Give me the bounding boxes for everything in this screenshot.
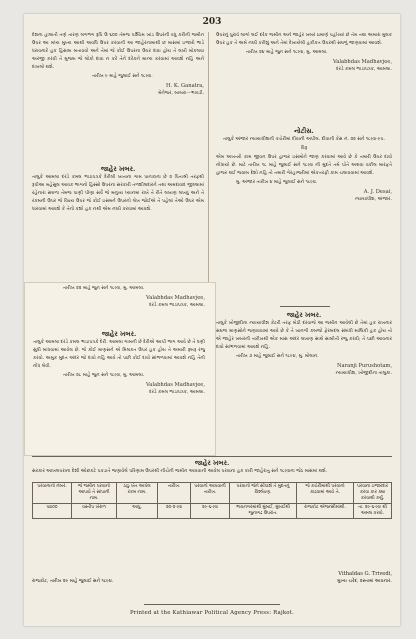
right-notice-1-body: ઉપરનું પુરાવે લાગો લઈ દરેક જમીન અને જાહેર ખબર પ્રમાણે પહોંચ્યાં છે તેમ તથા અમારા મુલક ઉપર હક તે અમે નક્કી કરીશું અને તેમાં દેખાયેલી હકીકત ઉપરથી સઘળું જાણવામાં આવશે. [216, 33, 392, 46]
right-notice-2-date: મુ. અંજાર તારીખ ૪ માહે જુલાઈ સને ૧૮૯૪. [236, 180, 318, 185]
right-notice-1-date: તારીખ ૨૪ માહે જુન સને ૧૮૯૪, મુ. આમલા. [246, 50, 328, 55]
right-notice-2-intro: તાલુકે અંજાર ન્યાયાધીશની કચેરીમાં દીવાની અપીલ. દીવાની કેસ નં. ૨૨ સને ૧૮૯૪-૯૫. [222, 137, 386, 142]
left-notice-3-title: દરડે કમલ ભાડાપત્રક, આમલા. [149, 390, 205, 395]
right-notice-3-body: તાલુકે ખોજીદીના ન્યાયાધીશ કેટરી તરફ બેઠી દરવાજે આ જમીન આવેલી છે તેમાં હક રાખનાર સઘળા માણસોને જણાવવામાં આવે છે કે તે ખાનગી કબજો ફેરબદલ સંબંધી માલિકી હક હોય તો એ જાહેર ખબરની તારીખથી એક માસ અંદર લખાણ સાથે સાબીતી રજુ કરવી; તે પછી આવનાર દાવો સાંભળવામાં આવશે નહિ. [216, 321, 392, 350]
right-notice-1-title: દરડે કમલ ભાડાપત્રક, આમલા. [336, 67, 392, 72]
right-notice-2-body: એમ અખતરો કામ જીવન ઉપર હાજર ઇસમોને જાણ કરવામાં આવે છે કે તમારી ઉપર દાવો નોંધાયો છે. માટે તારીખ ૧૮ માહે જુલાઈ સને ૧૮૯૪ ની મુદતે તમે પોતે અથવા વકીલ મારફતે હાજર થઈ જવાબ દેશો નહિ તો તમારી ગેરહાજરીમાં એકતરફી કામ ચલાવવામાં આવશે. [216, 155, 392, 176]
table-row [33, 504, 392, 519]
left-notice-2-date: તારીખ ૨૨ માહે જુન સને ૧૮૯૪, મુ. આમલા. [63, 286, 145, 291]
left-notice-2-footer [33, 285, 205, 315]
left-notice-3-heading: જાહેર ખબર. [101, 330, 137, 338]
right-notice-2-title: ન્યાયાધીશ, અંજાર. [355, 197, 392, 202]
bottom-notice-signature: Vithaldas G. Trivedi, [338, 571, 392, 577]
gazette-page [24, 14, 400, 626]
table-header: ઠાઠુ ખેત આપેલ રકમ નામ. [117, 483, 158, 504]
left-notice-3-date: તારીખ ૨૮ માહે જુન સને ૧૮૯૪, મુ. આમલા. [63, 373, 145, 378]
left-notice-3-signature: Valabhdas Madhavjee, [146, 382, 205, 388]
bottom-notice-footer-line [32, 578, 392, 586]
right-notice-3-title: ન્યાયાધીશ, ખોજીદીના તાલુકા. [335, 371, 392, 376]
bottom-separator [32, 456, 392, 457]
right-separator [280, 306, 330, 307]
bottom-notice-date: રાજકોટ, તારીખ ૨૯ માહે જુલાઈ સને ૧૮૯૪. [32, 579, 114, 584]
left-notice-2-signature: Valabhdas Madhavjee, [146, 295, 205, 301]
bottom-notice-title: મુખ્ય ચરેદ, ૨સ્તામાં આવનાર. [337, 579, 392, 584]
left-notice-1-date: તારીખ ૯ માહે જુલાઈ સને ૧૮૯૪. [92, 74, 153, 79]
left-notice-2 [32, 164, 204, 280]
table-header: પરવાનાનો નંબર. [33, 483, 72, 504]
bottom-notice-heading: જાહેર ખબર. [194, 459, 230, 467]
left-notice-2-body: તાલુકે આમલા દરડે કમલ ભાડાપત્રકે દેરીલી ખાતાના ગામ પાનકાના છે ૨ પિતાશ્રી તરફથી રૂપીઆ મહેસુલ આવક ભાગનો હિસ્સો ઉપરના સરકારી તળશીલદારને તથા અમદાવાદ જીલ્લામાં રહેનારા સઘળા તેમજ પાણી પીણા સર્વે જે મનુષ્ય ધ્યાનમાં રાખે તે રીતે લખાણ લખવું અને તે રકમની ઉપર જે વિષય ઉપર જે કોઈ ઇસમને ઉપરનો લેખ જોઈએ તે પહેલાં તેઓ ઉપર એમ ધારવામાં આવશે કે તેનો કશો હક નથી એમ નક્કી કરવામાં આવશે. [32, 175, 204, 212]
right-notice-2-signature: A. J. Desai, [363, 189, 392, 195]
right-notice-3-heading: જાહેર ખબર. [286, 311, 322, 319]
pasted-slip [24, 282, 216, 456]
table-cell: ૫૪૦૦ [33, 504, 72, 519]
left-notice-3 [33, 329, 205, 453]
table-header: પરવાના ઇજારદાર કરવા કાર ક્યા કરવાથી કર્યુ. [354, 483, 392, 504]
right-notice-3-signature: Naranji Purushotam, [337, 363, 392, 369]
table-header: જે જમીન પરવાનો આપવો તે સાંપાની નામ. [72, 483, 117, 504]
right-notice-1-signature: Valabhdas Madhavjee, [333, 59, 392, 65]
page-number: 203 [202, 17, 222, 27]
table-cell: વસ્તીપ ખેરાળ [72, 504, 117, 519]
table-cell: આપુ. [117, 504, 158, 519]
right-notice-3-date: તારીખ ૭ માહે જુલાઈ સને ૧૮૯૪, મુ. મોલાન. [236, 354, 319, 359]
bottom-notice-header [32, 458, 392, 482]
table-header: પરવાનો જેને સોંપાશે તે મુદતનું વિશ્લેષણ. [230, 483, 297, 504]
table-cell: તા. ૨૯-૬-૯૪ થી અમલ કરવો. [354, 504, 392, 519]
right-notice-1 [216, 32, 392, 124]
bottom-notice-footer [32, 570, 392, 586]
left-notice-1-signature: H. K. Ganatra, [166, 83, 204, 89]
left-notice-1 [32, 32, 204, 180]
license-table [32, 482, 392, 519]
table-cell: ભાવનગરમાંથી મુંબઈ, મુંબઈથી જુનાગઢ ઉપરાંત. [230, 504, 297, 519]
left-notice-2-heading: જાહેર ખબર. [100, 165, 136, 173]
table-header: પરવાનો આપવાની તારીખ. [191, 483, 230, 504]
press-line: Printed at the Kathiawar Political Agency Press: Rajkot. [129, 610, 295, 616]
table-header: તારીખ. [158, 483, 191, 504]
right-notice-2-heading: નોટીસ. [294, 127, 314, 135]
left-notice-3-body: તાલુકે આમલા દરડે કમલ ભાડાપત્રકે દેરી. આમલા ગામની છે દેરીએ આપી ભાગ આવે છે તે ધણી સુધી બાંધવામાં આવેલ છે. જે કોઈ માણસને એ મિલકત ઉપર હક હોય તે અમારી રૂબરૂ રજુ કરવો. અમુક મુદત અંદર જો દાવો નહિ આવે તો પછી કોઈ દાવો સાંભળવામાં આવશે નહિ તેની નોંધ લેવી. [33, 340, 205, 369]
table-header: જે કચેરીમાંથી પરવાનો કાઢવામાં આવે તે. [297, 483, 354, 504]
table-cell: ૨૯-૬-૯૪ [191, 504, 230, 519]
bottom-notice-intro: સરકાર આખલપરાના દેશી ઓછકટે પકડાતે જણાવેલે પરિણામ ઉપરથી નીચેની જમીન આવવાની આવેલ પરવાના હક કારી જાહેરાતુ સને ૧૮૯૪ના જેઠ માસમાં થશે. [32, 469, 328, 474]
left-notice-1-title: મેનેજર, બાબરા—ભાવડી. [158, 91, 204, 96]
right-notice-3 [216, 310, 392, 454]
right-notice-2-versus: વિરૂ [300, 146, 308, 151]
right-notice-2 [216, 126, 392, 302]
table-header-row [33, 483, 392, 504]
left-notice-1-body: દેશના હાલાતી તણે તારણ લગભગ રૂપિ ઉ ૬૦૦ તેમજ પશ્ચિમ ખાંડ ઉપરની વધુ કરીની જમીન ઉપર આ મધ્ય મુખ્ય આથી અવધિ ઉપર કરવાની આ જાહેરનામાથી છ માસમાં ઇજારો ભાડે ધરાવનારે હક હિસાબ બતાવવો અને તેમાં જે કોઈ ઉપરના ઉપર દાવા હોય તે લખી મોકલવા અરજી કરવી તે મુજબ જે લોકો દાવા ન કરે તેને દરેકને માન્ય કરવામાં આવશે નહિ અને દાખલો થશે. [32, 33, 204, 70]
left-notice-2-title: દરડે કમલ ભાડાપત્રક, આમલા. [149, 303, 205, 308]
table-cell: ૨૦-૨-૯૪ [158, 504, 191, 519]
table-cell: રાજકોટ એજન્સીમાંથી. [297, 504, 354, 519]
press-separator [144, 604, 280, 605]
